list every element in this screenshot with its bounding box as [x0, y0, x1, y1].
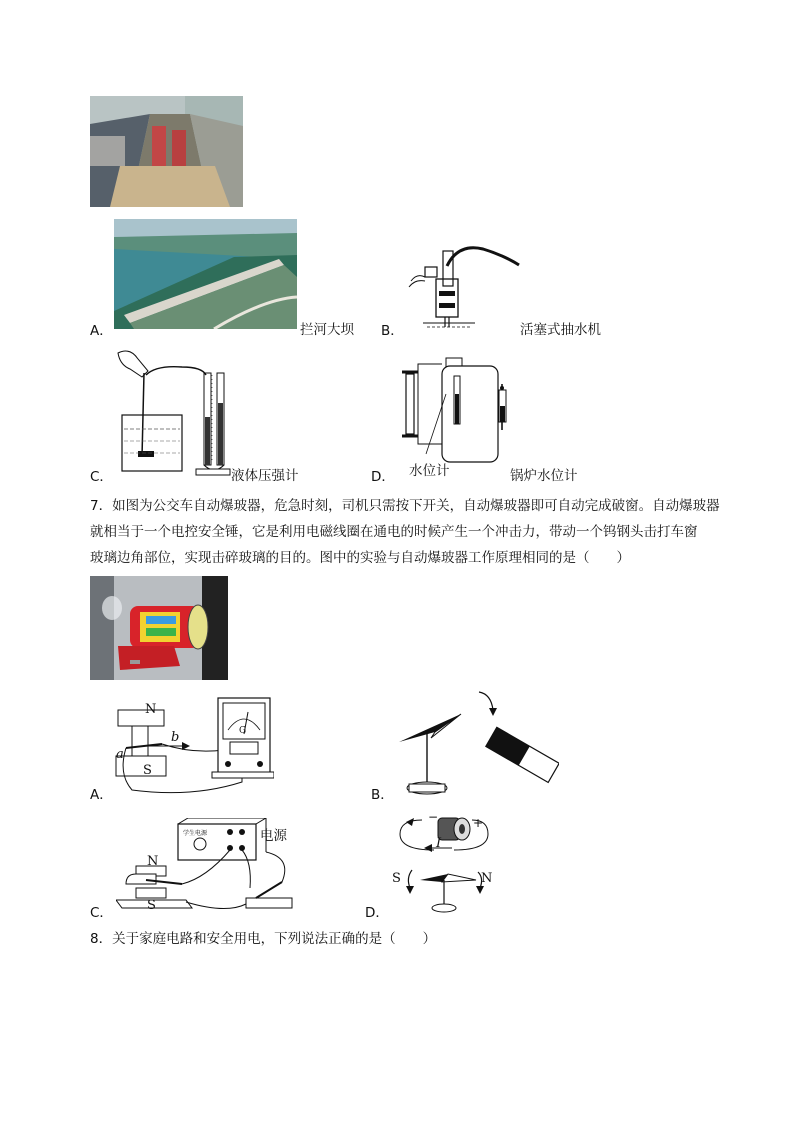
- power-source-label: 电源: [260, 828, 287, 844]
- q7-number: 7．: [90, 498, 113, 514]
- option-a-label-a: a: [116, 747, 124, 762]
- glass-breaker-photo: [90, 576, 228, 680]
- option-c-label-N: N: [147, 854, 159, 869]
- option-d-label-plus: +: [473, 816, 484, 830]
- dam-photo: [114, 219, 297, 329]
- option-c-label-S: S: [147, 898, 156, 913]
- q6-option-d-letter: D．: [371, 469, 395, 485]
- q7-option-b-diagram: [395, 688, 559, 800]
- q6-option-a-caption: 拦河大坝: [300, 322, 354, 338]
- q7-option-d-diagram: [392, 808, 504, 914]
- q7-option-a-diagram: [112, 694, 274, 798]
- q7-stem: [90, 493, 730, 571]
- option-d-label-S: S: [392, 871, 401, 886]
- q6-option-c-caption: 液体压强计: [231, 468, 299, 484]
- option-a-label-b: b: [171, 730, 180, 745]
- q7-option-c-letter: C．: [90, 905, 113, 921]
- q6-option-b-caption: 活塞式抽水机: [520, 322, 601, 338]
- q6-option-c-letter: C．: [90, 469, 113, 485]
- option-a-label-N: N: [145, 702, 157, 717]
- power-box-label: 学生电源: [183, 830, 208, 837]
- q8-stem: [90, 926, 436, 952]
- q7-option-a-letter: A．: [90, 787, 113, 803]
- q8-number: 8．: [90, 931, 113, 947]
- q8-text: 关于家庭电路和安全用电，下列说法正确的是（ ）: [112, 931, 437, 947]
- q7-option-b-letter: B．: [371, 787, 394, 803]
- piston-pump-diagram: [403, 241, 521, 333]
- q6-option-b-letter: B．: [381, 323, 404, 339]
- q7-line-3: 玻璃边角部位，实现击碎玻璃的目的。图中的实验与自动爆玻器工作原理相同的是（ ）: [90, 550, 630, 566]
- option-d-label-I: I: [436, 836, 442, 851]
- q7-line-2: 就相当于一个电控安全锤，它是利用电磁线圈在通电的时候产生一个冲击力，带动一个钨钢头击打车窗: [90, 524, 698, 540]
- liquid-pressure-gauge-diagram: [112, 345, 232, 479]
- water-gauge-label: 水位计: [409, 463, 450, 479]
- q7-line-1: 如图为公交车自动爆玻器，危急时刻，司机只需按下开关，自动爆玻器即可自动完成破窗。自动爆玻器: [112, 498, 720, 514]
- q7-option-d-letter: D．: [365, 905, 389, 921]
- option-d-label-minus: −: [428, 810, 439, 824]
- boiler-water-gauge-diagram: [398, 354, 520, 466]
- option-a-label-S: S: [143, 763, 152, 778]
- ship-lock-photo: [90, 96, 243, 207]
- q6-option-d-caption: 锅炉水位计: [510, 468, 578, 484]
- option-a-meter-G: G: [239, 726, 247, 736]
- q6-option-a-letter: A．: [90, 323, 113, 339]
- option-d-label-N: N: [481, 871, 493, 886]
